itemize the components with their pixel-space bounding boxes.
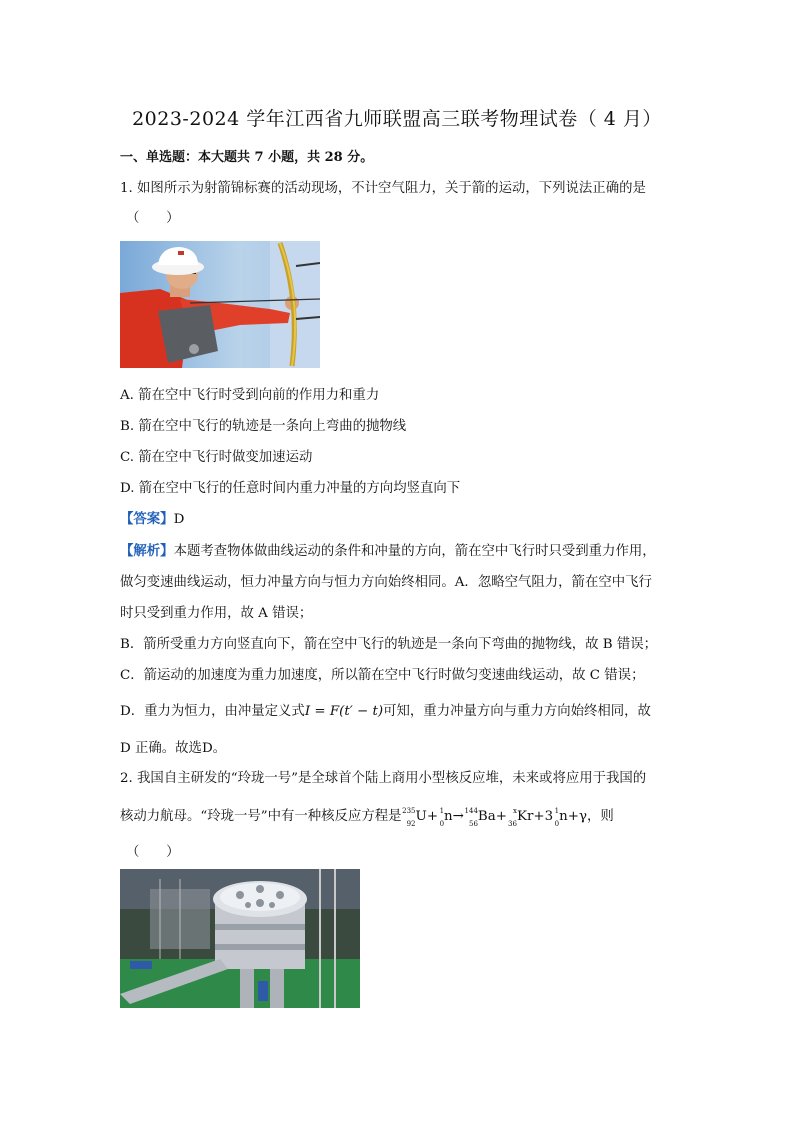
analysis-d-pre: D．重力为恒力，由冲量定义式 <box>120 704 305 719</box>
ba-isotope: 144 56 <box>464 806 478 828</box>
n-symbol-2: n <box>559 809 568 824</box>
page-title: 2023-2024 学年江西省九师联盟高三联考物理试卷（ 4 月） <box>132 108 662 130</box>
q1-analysis-line6 <box>120 700 651 719</box>
analysis-d-post: 可知，重力冲量方向与重力方向始终相同，故 <box>383 704 651 719</box>
archery-illustration <box>120 241 320 368</box>
plus: + <box>426 809 439 824</box>
answer-tag: 【答案】 <box>120 511 174 527</box>
impulse-formula: I = F(t′ − t) <box>304 704 384 719</box>
gamma-term: +γ <box>567 809 587 824</box>
nuclear-equation <box>402 806 587 828</box>
q1-option-d: D. 箭在空中飞行的任意时间内重力冲量的方向均竖直向下 <box>120 481 461 496</box>
q1-analysis-line4: B．箭所受重力方向竖直向下，箭在空中飞行的轨迹是一条向下弯曲的抛物线，故 B 错误； <box>120 637 658 652</box>
kr-isotope: x 36 <box>508 806 517 828</box>
section-heading: 一、单选题：本大题共 7 小题，共 28 分。 <box>120 150 374 165</box>
q2-stem-line2-pre: 核动力航母。“玲珑一号”中有一种核反应方程是 <box>120 809 402 824</box>
q1-analysis-line1 <box>120 540 656 559</box>
analysis-text-1: 本题考查物体做曲线运动的条件和冲量的方向，箭在空中飞行时只受到重力作用， <box>173 544 656 559</box>
archery-photo <box>120 241 320 368</box>
answer-value: D <box>173 512 185 527</box>
n-symbol: n <box>444 809 453 824</box>
plus-coefficient: +3 <box>533 809 554 824</box>
q1-stem-line2: （ ） <box>126 211 180 226</box>
neutron-isotope: 1 0 <box>439 806 445 828</box>
q2-stem-line1: 2. 我国自主研发的“玲珑一号”是全球首个陆上商用小型核反应堆，未来或将应用于我国的 <box>120 771 647 786</box>
reactor-photo <box>120 869 360 1008</box>
q1-option-b: B. 箭在空中飞行的轨迹是一条向上弯曲的抛物线 <box>120 419 407 434</box>
q2-stem-line2 <box>120 805 614 828</box>
neutron-isotope-2: 1 0 <box>554 806 560 828</box>
u-symbol: U <box>415 809 427 824</box>
q1-analysis-line5: C．箭运动的加速度为重力加速度，所以箭在空中飞行时做匀变速曲线运动，故 C 错误； <box>120 668 645 683</box>
arrow: → <box>452 809 464 824</box>
q1-analysis-line2: 做匀变速曲线运动，恒力冲量方向与恒力方向始终相同。A．忽略空气阻力，箭在空中飞行 <box>120 575 652 590</box>
q1-analysis-line3: 时只受到重力作用，故 A 错误； <box>120 606 313 621</box>
q1-analysis-line7: D 正确。故选D。 <box>120 741 227 756</box>
kr-symbol: Kr <box>516 809 534 824</box>
q1-option-a: A. 箭在空中飞行时受到向前的作用力和重力 <box>120 388 380 403</box>
q2-stem-line3: （ ） <box>126 845 180 860</box>
q1-stem-line1: 1. 如图所示为射箭锦标赛的活动现场，不计空气阻力，关于箭的运动，下列说法正确的是 <box>120 181 646 196</box>
u-isotope: 235 92 <box>402 806 416 828</box>
analysis-tag: 【解析】 <box>120 543 174 559</box>
ba-symbol: Ba <box>477 809 496 824</box>
q1-answer <box>120 508 184 527</box>
reactor-illustration <box>120 869 360 1008</box>
q1-option-c: C. 箭在空中飞行时做变加速运动 <box>120 450 313 465</box>
q2-stem-line2-post: ，则 <box>586 809 614 824</box>
plus: + <box>495 809 507 824</box>
